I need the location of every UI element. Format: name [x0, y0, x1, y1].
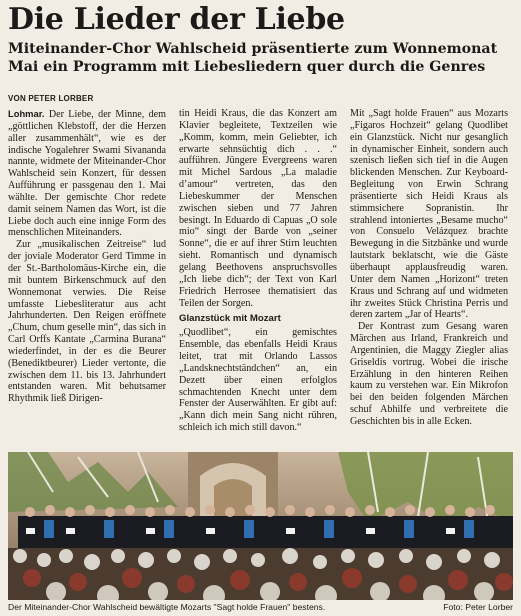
- photo-credit: Foto: Peter Lorber: [443, 602, 513, 612]
- paragraph: „Quodlibet“, ein gemischtes Ensemble, das ebenfalls Heidi Kraus leitet, trat mit Orlando Lassos „Landsknechtständchen“ an, ein Dezett über einen erfolglos schmachtenden Knecht unter dem Fenster der Auserwählten. Er gibt auf: „Kann dich mein Sang nicht rühren, schleich ich mich still davon.“: [179, 327, 337, 434]
- paragraph-text: Der Liebe, der Minne, dem „göttlichen Klebstoff, der die Herzen aller zusammenhält“, wie es der indische Yogalehrer Swami Sivananda nannte, widmete der Miteinander-Chor Wahlscheid sein Konzert, für dessen Aufführung er passgenau den 1. Mai wählte. Der gemischte Chor redete damit seinem Namen das Wort, ist die Liebe doch auch eine innige Form des menschlichen Miteinanders.: [8, 109, 166, 239]
- text-column-1: [8, 108, 166, 405]
- subheadline: Miteinander-Chor Wahlscheid präsentierte zum Wonnemonat Mai ein Programm mit Liebesliedern quer durch die Genres: [8, 41, 498, 75]
- text-column-2: [179, 108, 337, 434]
- paragraph: Der Kontrast zum Gesang waren Märchen aus Irland, Frankreich und Argentinien, die Maggy Ziegler alias Griseldis vortrug. Wobei die irische Erzählung in den hinteren Reihen kaum zu verstehen war. Ein Mikrofon bei den beiden folgenden Märchen schuf Abhilfe und verbreitete die Geschichten bis in alle Ecken.: [350, 321, 508, 427]
- text-column-3: [350, 108, 508, 428]
- paragraph: Zur „musikalischen Zeitreise“ lud der joviale Moderator Gerd Timme in der St.-Bartholomäus-Kirche ein, die mit buntem Birkenschmuck auf den Wonnemonat verwies. Die Reise umfasste Liebesliteratur aus acht Jahrhunderten. Den Reigen eröffnete „Chum, chum geselle min“, das sich in Carl Orffs Kantate „Carmina Burana“ wiederfindet, in der es die Beurer (Benediktbeurer) Lieder vertonte, die zwischen dem 11. bis 13. Jahrhundert entstanden waren. Mit behutsamer Rhythmik ließ Dirigen-: [8, 239, 166, 405]
- byline: VON PETER LORBER: [8, 94, 94, 103]
- paragraph: [8, 108, 166, 239]
- dateline: Lohmar.: [8, 108, 45, 119]
- choir-photo: [8, 452, 513, 600]
- paragraph: tin Heidi Kraus, die das Konzert am Klavier begleitete, Textzeilen wie „Komm, komm, mein Geliebter, ich erwarte sehnsüchtig dich . . .“ aufführen. Jüngere Evergreens waren mit Michel Sardous „La maladie d’amour“ vertreten, das den Liebeskummer der Menschen zwischen sieben und 77 Jahren besingt. In Eduardo di Capuas „O sole mio“ singt der Barde von „seiner Sonne“, die er auf ihrer Stirn leuchten sieht. Romantisch und dynamisch gelang Beethovens anspruchsvolles „Ich liebe dich“; der Text von Karl Friedrich Herrosee thematisiert das Teilen der Sorgen.: [179, 108, 337, 309]
- photo-caption: [8, 601, 513, 613]
- choir-photo-illustration: [8, 452, 513, 600]
- headline: Die Lieder der Liebe: [8, 2, 345, 37]
- caption-text: Der Miteinander-Chor Wahlscheid bewältigte Mozarts "Sagt holde Frauen" bestens.: [8, 602, 326, 612]
- paragraph: Mit „Sagt holde Frauen“ aus Mozarts „Figaros Hochzeit“ gelang Quodlibet ein Glanzstück. Nicht nur gesanglich in dynamischer Einheit, sondern auch szenisch ließen sich tief in die Augen blickenden Menschen. Zur Keyboard-Begleitung von Erwin Schrang präsentierte sich Heidi Kraus als stimmsichere Sopranistin. Ihr strahlend intoniertes „Besame mucho“ von Consuelo Velázquez brachte Bewegung in die Sitzbänke und wurde lautstark beklatscht, wie die Gäste überhaupt applausfreudig waren. Unter dem Namen „Horizont“ treten Kraus und Schrang auf und widmeten ihr zweites Stück Christina Perris und deren zartem „Jar of Hearts“.: [350, 108, 508, 321]
- section-subtitle: Glanzstück mit Mozart: [179, 313, 281, 325]
